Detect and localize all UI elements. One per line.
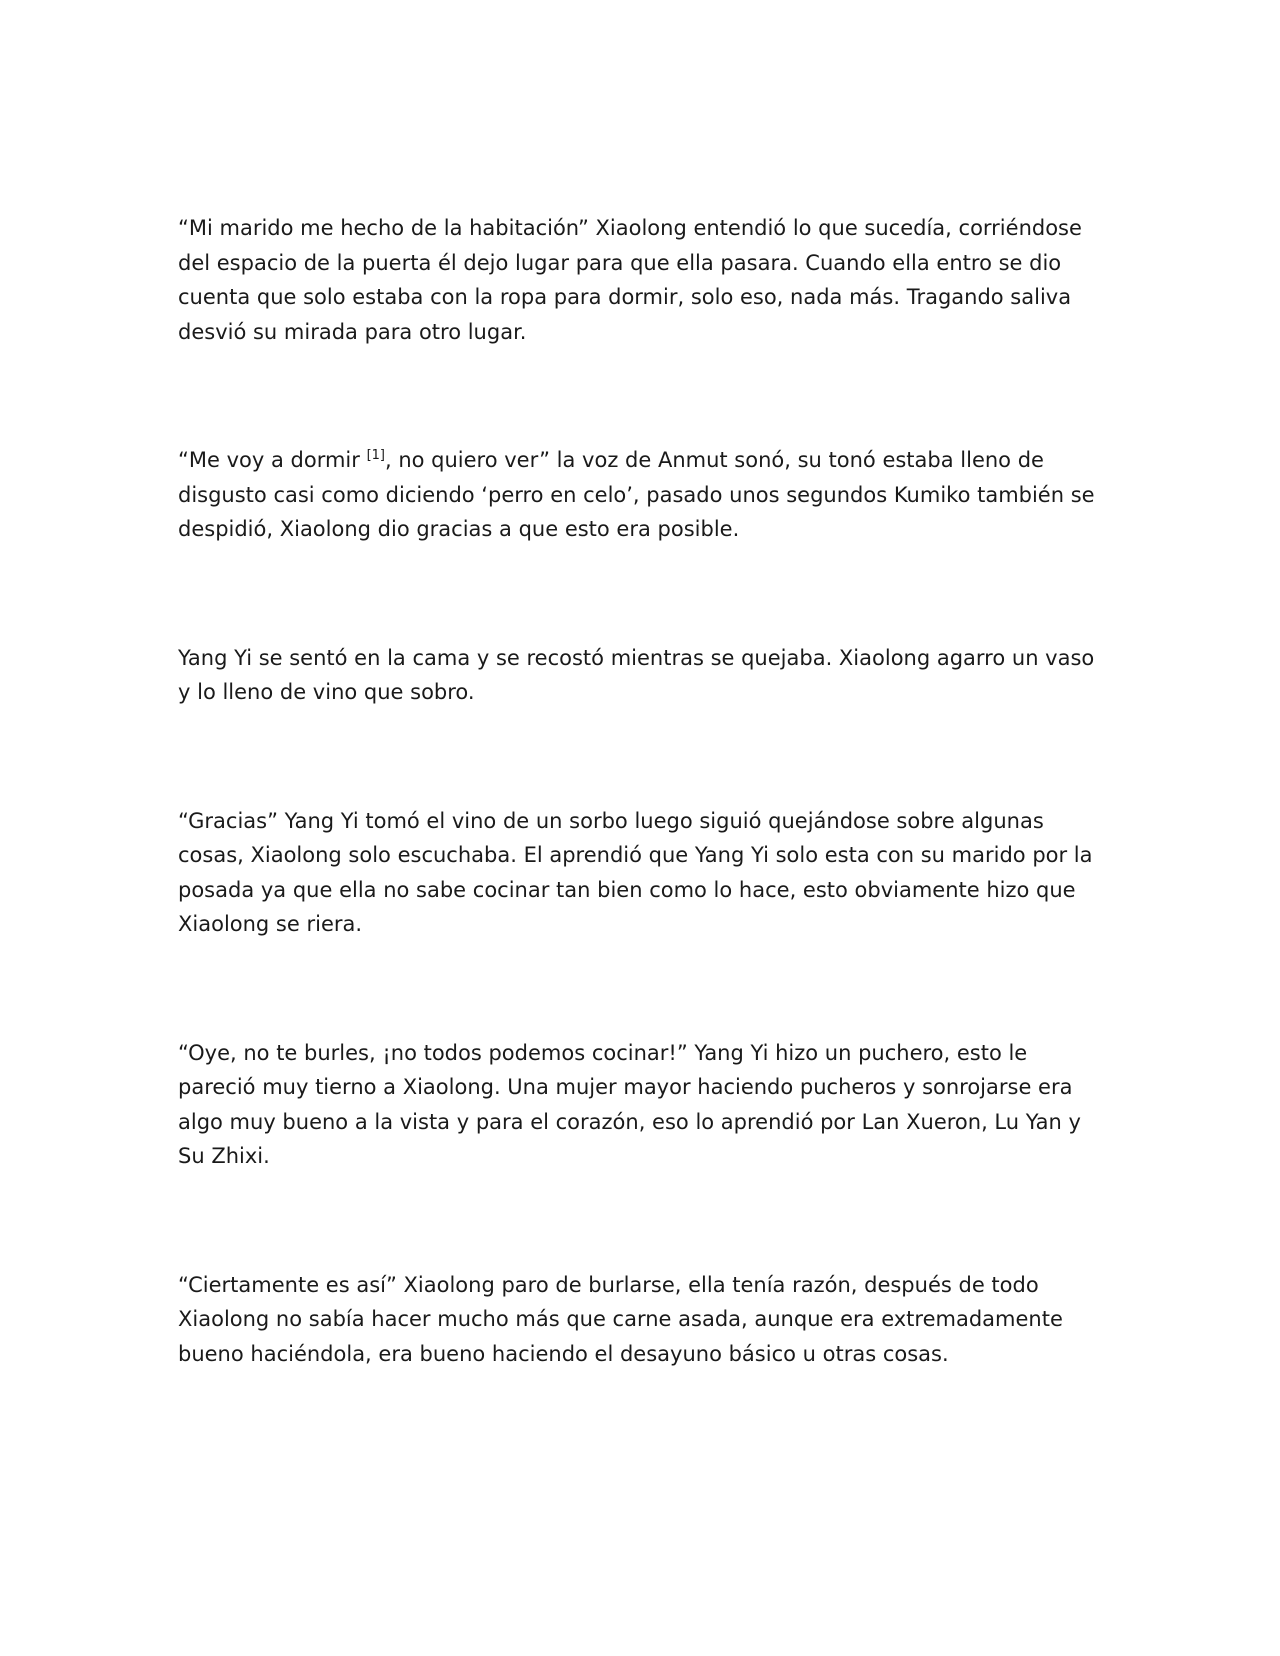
footnote-reference[interactable]: [1] [366,448,385,463]
paragraph-6: “Ciertamente es así” Xiaolong paro de burlarse, ella tenía razón, después de todo Xiaolong no sabía hacer mucho más que carne asada, aunque era extremadamente bueno haciéndola, era bueno haciendo el desayuno básico u otras cosas. [178,1272,1063,1366]
paragraph-4: “Gracias” Yang Yi tomó el vino de un sorbo luego siguió quejándose sobre algunas cosas, Xiaolong solo escuchaba. El aprendió que Yang Yi solo esta con su marido por la posada ya que ella no sabe cocinar tan bien como lo hace, esto obviamente hizo que Xiaolong se riera. [178,808,1093,936]
body-text [178,211,1098,1371]
paragraph-2-start: “Me voy a dormir [178,448,367,472]
paragraph-1: “Mi marido me hecho de la habitación” Xiaolong entendió lo que sucedía, corriéndose del espacio de la puerta él dejo lugar para que ella pasara. Cuando ella entro se dio cuenta que solo estaba con la ropa para dormir, solo eso, nada más. Tragando saliva desvió su mirada para otro lugar. [178,216,1082,344]
paragraph-5: “Oye, no te burles, ¡no todos podemos cocinar!” Yang Yi hizo un puchero, esto le pareció muy tierno a Xiaolong. Una mujer mayor haciendo pucheros y sonrojarse era algo muy bueno a la vista y para el corazón, eso lo aprendió por Lan Xueron, Lu Yan y Su Zhixi. [178,1040,1081,1168]
paragraph-2-end: , no quiero ver” la voz de Anmut sonó, su tonó estaba lleno de disgusto casi como diciendo ‘perro en celo’, pasado unos segundos Kumiko también se despidió, Xiaolong dio gracias a que esto era posible. [178,448,1095,541]
paragraph-2 [178,443,1098,547]
paragraph-3: Yang Yi se sentó en la cama y se recostó mientras se quejaba. Xiaolong agarro un vaso y lo lleno de vino que sobro. [178,645,1095,704]
